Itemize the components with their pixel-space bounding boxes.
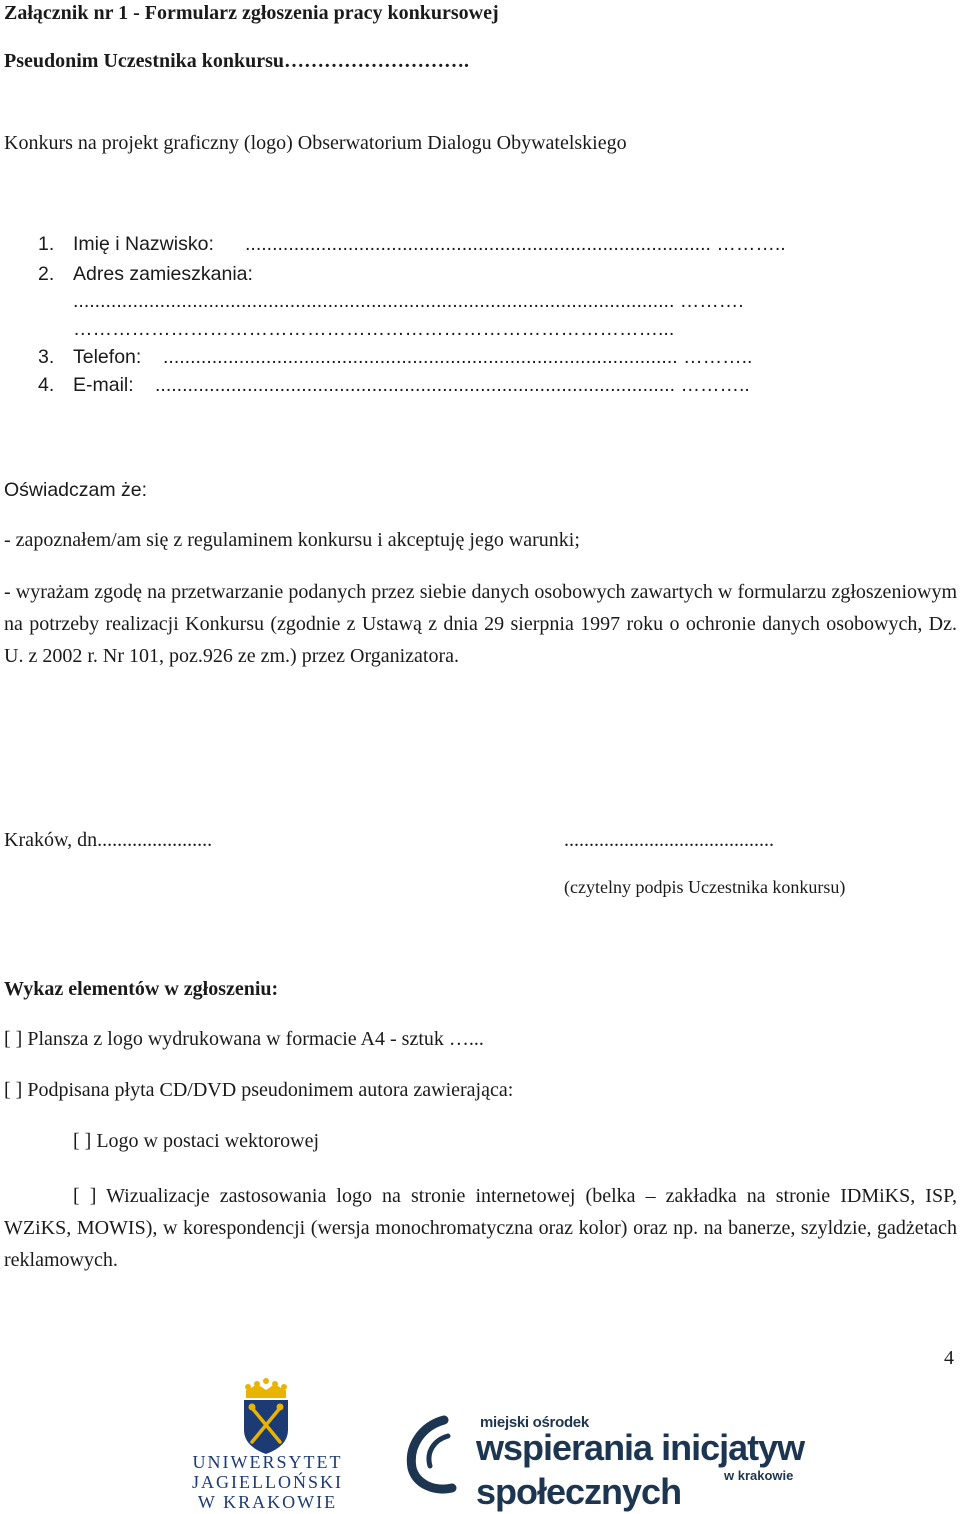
- place-date-field[interactable]: Kraków, dn.......................: [4, 829, 213, 851]
- checkbox-subitem-visualizations[interactable]: [ ] Wizualizacje zastosowania logo na stronie internetowej (belka – zakładka na stronie IDMiKS, ISP, WZiKS, MOWIS), w korespondencji (wersja monochromatyczna oraz kolor) oraz np. na banerze, szyldzie, gadżetach reklamowych.: [4, 1185, 957, 1271]
- field-label-address: Adres zamieszkania:: [73, 263, 253, 285]
- field-blank-email[interactable]: ................................................................................................ ………..: [155, 374, 750, 396]
- field-number: 1.: [38, 233, 55, 255]
- field-label-phone: Telefon:: [73, 346, 142, 368]
- swirl-icon: [404, 1414, 474, 1494]
- field-number: 4.: [38, 374, 55, 396]
- statement-item-regulations: - zapoznałem/am się z regulaminem konkursu i akceptuję jego warunki;: [4, 529, 580, 551]
- mowis-logo: [404, 1414, 864, 1512]
- field-blank-name[interactable]: ...................................................................................... ………..: [245, 233, 786, 255]
- field-blank-phone[interactable]: ............................................................................................... ………..: [163, 346, 753, 368]
- jagiellonian-university-logo: [145, 1378, 390, 1512]
- mowis-line1: miejski ośrodek: [480, 1414, 589, 1431]
- signature-line[interactable]: ..........................................: [564, 829, 774, 851]
- field-blank-address-1[interactable]: ............................................................................................................... ……….: [73, 290, 744, 312]
- statement-heading: Oświadczam że:: [4, 479, 148, 501]
- field-label-email: E-mail:: [73, 374, 134, 396]
- mowis-line3: w krakowie: [724, 1468, 794, 1483]
- contest-title: Konkurs na projekt graficzny (logo) Obserwatorium Dialogu Obywatelskiego: [4, 132, 627, 154]
- coat-of-arms-icon: [145, 1378, 390, 1454]
- statement-item-consent: - wyrażam zgodę na przetwarzanie podanych przez siebie danych osobowych zawartych w formularzu zgłoszeniowym na potrzeby realizacji Konkursu (zgodnie z Ustawą z dnia 29 sierpnia 1997 roku o ochronie danych osobowych, Dz. U. z 2002 r. Nr 101, poz.926 ze zm.) przez Organizatora.: [4, 581, 957, 667]
- field-label-name: Imię i Nazwisko:: [73, 233, 214, 255]
- field-number: 3.: [38, 346, 55, 368]
- checkbox-item-disc[interactable]: [ ] Podpisana płyta CD/DVD pseudonimem autora zawierająca:: [4, 1079, 514, 1101]
- document-title: Załącznik nr 1 - Formularz zgłoszenia pracy konkursowej: [4, 2, 499, 24]
- page-number: 4: [944, 1347, 954, 1369]
- checkbox-subitem-vector[interactable]: [ ] Logo w postaci wektorowej: [73, 1130, 320, 1152]
- field-blank-address-2[interactable]: ………………………………………………………………………………...: [73, 318, 675, 340]
- uj-name: UNIWERSYTET JAGIELLOŃSKI W KRAKOWIE: [192, 1452, 343, 1512]
- pseudonym-line: Pseudonim Uczestnika konkursu……………………….: [4, 50, 470, 72]
- checkbox-item-print[interactable]: [ ] Plansza z logo wydrukowana w formacie A4 - sztuk …...: [4, 1028, 484, 1050]
- elements-heading: Wykaz elementów w zgłoszeniu:: [4, 978, 279, 1000]
- mowis-line2: wspierania inicjatyw społecznych: [476, 1427, 805, 1512]
- field-number: 2.: [38, 263, 55, 285]
- signature-caption: (czytelny podpis Uczestnika konkursu): [564, 877, 846, 897]
